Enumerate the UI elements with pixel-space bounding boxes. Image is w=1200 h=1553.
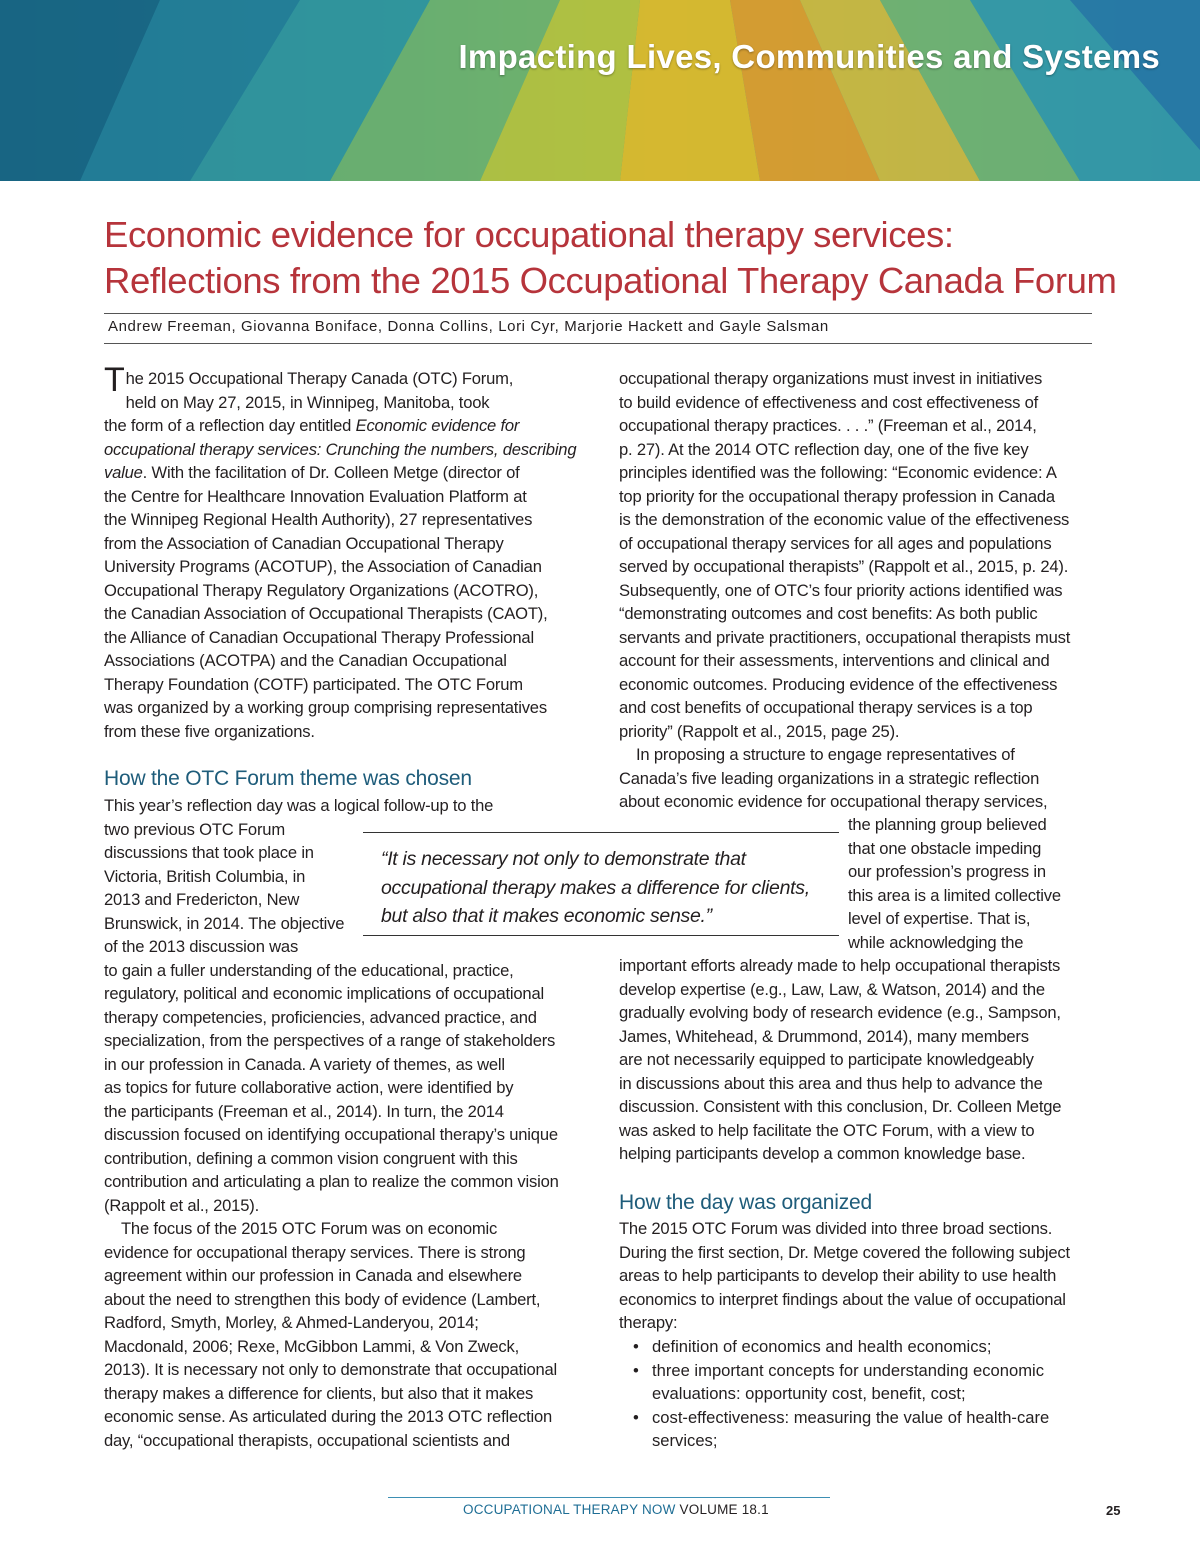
- bullet-icon: •: [633, 1360, 639, 1380]
- text-line: University Programs (ACOTUP), the Association of Canadian: [104, 557, 542, 576]
- text-line: economics to interpret findings about the value of occupational: [619, 1289, 1066, 1309]
- text-line: 2013). It is necessary not only to demonstrate that occupational: [104, 1360, 558, 1379]
- text-line: evaluations: opportunity cost, benefit, cost;: [652, 1384, 966, 1403]
- text-line: p. 27). At the 2014 OTC reflection day, one of the five key: [619, 439, 1029, 459]
- text-line: helping participants develop a common knowledge base.: [619, 1144, 1026, 1163]
- text-line: in our profession in Canada. A variety of themes, as well: [104, 1054, 505, 1074]
- text-line: evidence for occupational therapy services. There is strong: [104, 1242, 526, 1262]
- article-title: [104, 212, 1117, 304]
- text-line: of occupational therapy services for all ages and populations: [619, 533, 1052, 553]
- text-line: occupational therapy practices. . . .” (Freeman et al., 2014,: [619, 416, 1037, 435]
- text-line: this area is a limited collective: [848, 885, 1061, 905]
- right-column-top: [619, 367, 1099, 814]
- text-line: Brunswick, in 2014. The objective: [104, 913, 345, 933]
- text-line: occupational therapy makes a difference for clients,: [381, 876, 810, 899]
- section-heading-theme: How the OTC Forum theme was chosen: [104, 767, 472, 790]
- text-line: specialization, from the perspectives of a range of stakeholders: [104, 1031, 556, 1050]
- text-line: Subsequently, one of OTC’s four priority actions identified was: [619, 580, 1063, 600]
- text-line: about economic evidence for occupational therapy services,: [619, 792, 1048, 811]
- text-line: Associations (ACOTPA) and the Canadian Occupational: [104, 651, 507, 670]
- text-line: about the need to strengthen this body of evidence (Lambert,: [104, 1289, 541, 1309]
- header-banner: [0, 0, 1200, 181]
- text-line: servants and private practitioners, occupational therapists must: [619, 627, 1071, 647]
- text-line: in discussions about this area and thus help to advance the: [619, 1073, 1043, 1093]
- text-line: “demonstrating outcomes and cost benefits: As both public: [619, 604, 1038, 623]
- text-line: the participants (Freeman et al., 2014). In turn, the 2014: [104, 1101, 504, 1121]
- text-line: occupational therapy organizations must invest in initiatives: [619, 369, 1043, 388]
- text-line: are not necessarily equipped to participate knowledgeably: [619, 1050, 1034, 1069]
- text-line: of the 2013 discussion was: [104, 937, 299, 956]
- text-line: priority” (Rappolt et al., 2015, page 25).: [619, 721, 900, 741]
- text-line: is the demonstration of the economic value of the effectiveness: [619, 510, 1070, 529]
- text-line: James, Whitehead, & Drummond, 2014), many members: [619, 1026, 1029, 1046]
- banner-title: Impacting Lives, Communities and Systems: [458, 38, 1160, 75]
- text-line: was organized by a working group comprising representatives: [104, 698, 547, 717]
- text-line: Therapy Foundation (COTF) participated. The OTC Forum: [104, 674, 523, 694]
- text-line: he 2015 Occupational Therapy Canada (OTC) Forum,: [125, 369, 514, 388]
- right-column-organized: [619, 1217, 1099, 1335]
- text-line: held on May 27, 2015, in Winnipeg, Manitoba, took: [125, 392, 490, 412]
- text-line: therapy competencies, proficiencies, advanced practice, and: [104, 1007, 537, 1027]
- text-line: three important concepts for understanding economic: [652, 1360, 1045, 1380]
- text-line: services;: [652, 1431, 718, 1450]
- text-line: Victoria, British Columbia, in: [104, 866, 306, 886]
- text-line: day, “occupational therapists, occupational scientists and: [104, 1430, 510, 1450]
- right-column-rest: [619, 954, 1099, 1166]
- pull-quote-text: [381, 845, 810, 931]
- journal-volume: VOLUME 18.1: [679, 1502, 769, 1517]
- text-line: economic sense. As articulated during the 2013 OTC reflection: [104, 1407, 553, 1426]
- authors-line: Andrew Freeman, Giovanna Boniface, Donna Collins, Lori Cyr, Marjorie Hackett and Gayle Salsman: [108, 318, 829, 335]
- text-line: value. With the facilitation of Dr. Colleen Metge (director of: [104, 463, 520, 482]
- bullet-icon: •: [633, 1407, 639, 1427]
- text-line: This year’s reflection day was a logical follow-up to the: [104, 796, 494, 815]
- text-line: 2013 and Fredericton, New: [104, 890, 300, 909]
- text-line: our profession’s progress in: [848, 862, 1046, 881]
- section-heading-organized: How the day was organized: [619, 1191, 872, 1214]
- text-line: important efforts already made to help occupational therapists: [619, 956, 1061, 975]
- text-line: the Canadian Association of Occupational Therapists (CAOT),: [104, 604, 548, 623]
- text-line: The focus of the 2015 OTC Forum was on economic: [121, 1219, 498, 1238]
- text-line: but also that it makes economic sense.”: [381, 905, 712, 927]
- text-line: economic outcomes. Producing evidence of the effectiveness: [619, 674, 1058, 694]
- page-number: 25: [1106, 1503, 1121, 1518]
- text-line: agreement within our profession in Canada and elsewhere: [104, 1266, 522, 1285]
- journal-name: OCCUPATIONAL THERAPY NOW: [463, 1502, 676, 1517]
- text-line: discussion focused on identifying occupational therapy’s unique: [104, 1125, 558, 1144]
- text-line: Canada’s five leading organizations in a strategic reflection: [619, 768, 1040, 788]
- title-rule-top: [104, 313, 1092, 314]
- text-line: Occupational Therapy Regulatory Organizations (ACOTRO),: [104, 580, 539, 600]
- text-line: that one obstacle impeding: [848, 838, 1042, 858]
- text-line: served by occupational therapists” (Rappolt et al., 2015, p. 24).: [619, 557, 1069, 576]
- text-line: The 2015 OTC Forum was divided into three broad sections.: [619, 1219, 1053, 1238]
- text-line: occupational therapy services: Crunching the numbers, describing: [104, 439, 577, 459]
- article-title-line: Reflections from the 2015 Occupational Therapy Canada Forum: [104, 260, 1117, 301]
- text-line: regulatory, political and economic implications of occupational: [104, 984, 544, 1003]
- text-line: two previous OTC Forum: [104, 819, 285, 839]
- text-line: areas to help participants to develop their ability to use health: [619, 1266, 1057, 1285]
- text-line: Radford, Smyth, Morley, & Ahmed-Landeryou, 2014;: [104, 1313, 479, 1332]
- list-item: [619, 1406, 1049, 1453]
- text-line: contribution and articulating a plan to realize the common vision: [104, 1172, 559, 1191]
- text-line: the Alliance of Canadian Occupational Therapy Professional: [104, 627, 534, 647]
- bullet-list: [619, 1335, 1049, 1453]
- text-line: discussion. Consistent with this conclusion, Dr. Colleen Metge: [619, 1097, 1062, 1116]
- text-line: to build evidence of effectiveness and cost effectiveness of: [619, 392, 1039, 412]
- text-line: “It is necessary not only to demonstrate that: [381, 848, 746, 870]
- text-line: principles identified was the following: “Economic evidence: A: [619, 463, 1057, 482]
- text-line: the form of a reflection day entitled Economic evidence for: [104, 416, 520, 435]
- text-line: from the Association of Canadian Occupational Therapy: [104, 533, 504, 553]
- text-line: contribution, defining a common vision congruent with this: [104, 1148, 518, 1168]
- text-line: to gain a fuller understanding of the educational, practice,: [104, 960, 514, 980]
- footer-journal: [463, 1502, 769, 1517]
- text-line: Macdonald, 2006; Rexe, McGibbon Lammi, & Von Zweck,: [104, 1336, 519, 1356]
- text-line: discussions that took place in: [104, 843, 314, 862]
- text-line: cost-effectiveness: measuring the value of health-care: [652, 1407, 1050, 1427]
- left-column-intro: [104, 361, 584, 743]
- text-line: definition of economics and health economics;: [652, 1337, 992, 1356]
- footer-rule: [388, 1497, 830, 1498]
- text-line: (Rappolt et al., 2015).: [104, 1195, 259, 1215]
- text-line: develop expertise (e.g., Law, Law, & Watson, 2014) and the: [619, 979, 1045, 999]
- text-line: level of expertise. That is,: [848, 909, 1031, 928]
- text-line: In proposing a structure to engage representatives of: [636, 745, 1015, 764]
- text-line: During the first section, Dr. Metge covered the following subject: [619, 1242, 1070, 1262]
- bullet-icon: •: [633, 1337, 639, 1356]
- text-line: as topics for future collaborative action, were identified by: [104, 1078, 514, 1097]
- dropcap: T: [104, 361, 125, 399]
- text-line: account for their assessments, interventions and clinical and: [619, 651, 1050, 670]
- title-rule-bottom: [104, 343, 1092, 344]
- text-line: therapy:: [619, 1313, 678, 1332]
- article-title-line: Economic evidence for occupational therapy services:: [104, 214, 954, 255]
- text-line: the Centre for Healthcare Innovation Evaluation Platform at: [104, 486, 527, 506]
- text-line: the Winnipeg Regional Health Authority), 27 representatives: [104, 510, 533, 529]
- text-line: therapy makes a difference for clients, but also that it makes: [104, 1383, 534, 1403]
- list-item: [619, 1335, 1049, 1359]
- text-line: from these five organizations.: [104, 721, 315, 741]
- text-line: was asked to help facilitate the OTC Forum, with a view to: [619, 1120, 1035, 1140]
- text-line: while acknowledging the: [848, 932, 1024, 952]
- right-column-narrow: [848, 813, 1098, 954]
- text-line: the planning group believed: [848, 815, 1047, 834]
- text-line: and cost benefits of occupational therapy services is a top: [619, 698, 1033, 717]
- banner-graphic: [0, 0, 1200, 181]
- pull-quote: [363, 832, 839, 936]
- text-line: top priority for the occupational therapy profession in Canada: [619, 486, 1055, 506]
- text-line: gradually evolving body of research evidence (e.g., Sampson,: [619, 1003, 1061, 1022]
- list-item: [619, 1359, 1049, 1406]
